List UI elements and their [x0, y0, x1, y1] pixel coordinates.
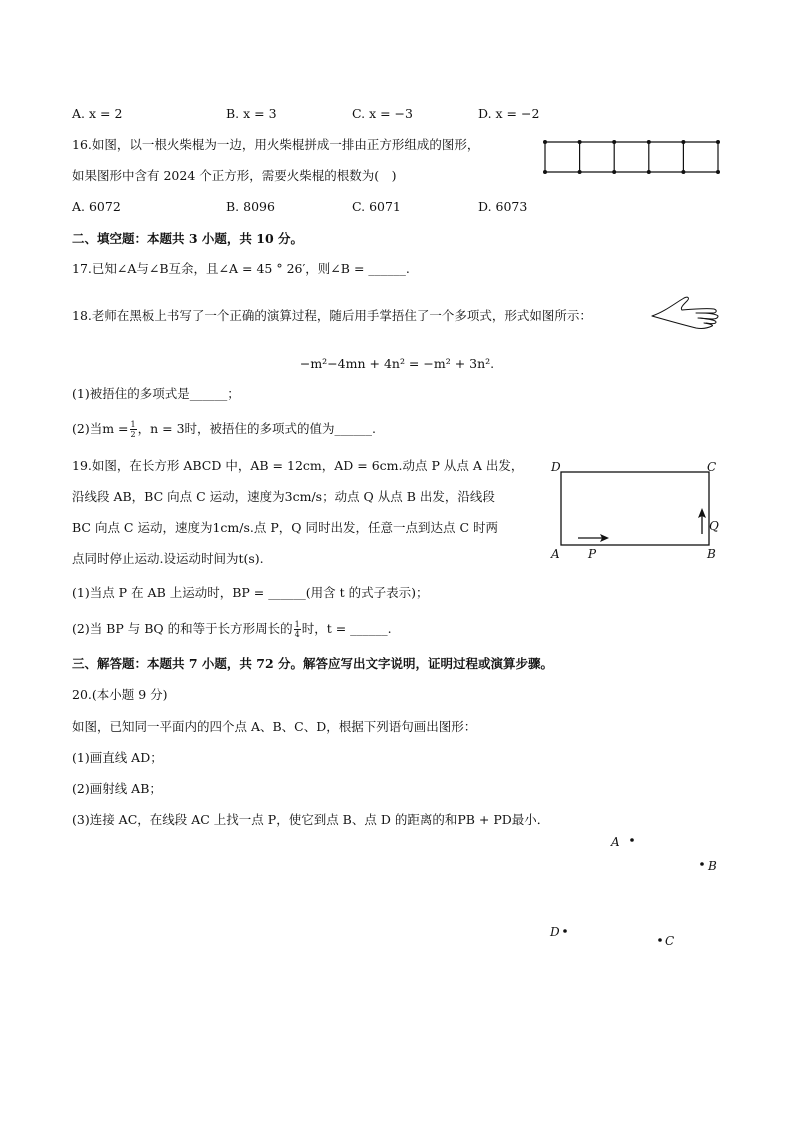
- q20-sub2: (2)画射线 AB；: [72, 781, 162, 796]
- q19-sub2-suffix: 时，t = ______.: [301, 621, 392, 636]
- q19-text-line3: BC 向点 C 运动，速度为1cm/s.点 P，Q 同时出发，任意一点到达点 C 时两: [72, 520, 498, 535]
- q20-points-figure: [540, 830, 730, 960]
- q18-text-line1: 18.老师在黑板上书写了一个正确的演算过程，随后用手掌捂住了一个多项式，形式如图所示：: [72, 308, 592, 323]
- matchstick-squares-figure: [544, 140, 724, 176]
- section-2-heading: 二、填空题：本题共 3 小题，共 10 分。: [72, 231, 304, 246]
- q15-option-d: D. x = −2: [478, 106, 540, 121]
- q15-option-a: A. x = 2: [72, 106, 123, 121]
- q19-fraction-numerator: 1: [294, 620, 300, 629]
- q20-sub1: (1)画直线 AD；: [72, 750, 163, 765]
- q18-sub1: (1)被捂住的多项式是______；: [72, 386, 240, 401]
- q19-sub1: (1)当点 P 在 AB 上运动时，BP = ______(用含 t 的式子表示)；: [72, 585, 429, 600]
- q18-equation: [0, 356, 794, 371]
- rectangle-abcd-figure: [540, 458, 730, 568]
- q20-label-a: A: [611, 835, 620, 849]
- q18-sub2-prefix: (2)当m =: [72, 421, 129, 436]
- q19-sub2-prefix: (2)当 BP 与 BQ 的和等于长方形周长的: [72, 621, 293, 636]
- q20-label-c: C: [665, 934, 675, 948]
- q19-fraction-denominator: 4: [294, 630, 300, 639]
- q19-label-d: D: [551, 460, 561, 474]
- q18-equation-text: −m²−4mn + 4n² = −m² + 3n².: [299, 356, 495, 371]
- q19-label-b: B: [707, 547, 716, 561]
- q16-option-c: C. 6071: [352, 199, 401, 214]
- q19-label-a: A: [551, 547, 560, 561]
- q16-option-b: B. 8096: [226, 199, 275, 214]
- q18-sub2-suffix: ，n = 3时，被捂住的多项式的值为______.: [137, 421, 377, 436]
- q19-text-line1: 19.如图，在长方形 ABCD 中，AB = 12cm，AD = 6cm.动点 P 从点 A 出发，: [72, 458, 524, 473]
- q20-label-b: B: [708, 859, 717, 873]
- q19-label-q: Q: [709, 519, 719, 533]
- hand-icon: [650, 294, 722, 334]
- q20-title: 20.(本小题 9 分): [72, 687, 168, 702]
- q18-sub2: [72, 420, 376, 439]
- q20-label-d: D: [550, 925, 560, 939]
- q16-text-line1: 16.如图，以一根火柴棍为一边，用火柴棍拼成一排由正方形组成的图形，: [72, 137, 480, 152]
- q18-fraction-numerator: 1: [130, 420, 136, 429]
- q19-label-p: P: [588, 547, 597, 561]
- q17-text: 17.已知∠A与∠B互余，且∠A = 45 ° 26′，则∠B = ______.: [72, 261, 410, 276]
- q15-option-c: C. x = −3: [352, 106, 413, 121]
- q20-sub3: (3)连接 AC，在线段 AC 上找一点 P，使它到点 B、点 D 的距离的和PB + PD最小．: [72, 812, 550, 827]
- section-3-heading: 三、解答题：本题共 7 小题，共 72 分。解答应写出文字说明，证明过程或演算步骤。: [72, 656, 554, 671]
- q19-text-line4: 点同时停止运动.设运动时间为t(s).: [72, 551, 264, 566]
- q18-fraction-denominator: 2: [130, 430, 136, 439]
- q19-sub2: [72, 620, 392, 639]
- q16-text-line2: 如果图形中含有 2024 个正方形，需要火柴棍的根数为( ): [72, 168, 397, 183]
- q19-text-line2: 沿线段 AB，BC 向点 C 运动，速度为3cm/s；动点 Q 从点 B 出发，沿线段: [72, 489, 495, 504]
- q15-option-b: B. x = 3: [226, 106, 277, 121]
- q16-option-d: D. 6073: [478, 199, 528, 214]
- q18-fraction: [130, 420, 137, 439]
- q20-intro: 如图，已知同一平面内的四个点 A、B、C、D，根据下列语句画出图形：: [72, 719, 477, 734]
- q19-fraction: [294, 620, 301, 639]
- q16-option-a: A. 6072: [72, 199, 121, 214]
- q19-label-c: C: [707, 460, 717, 474]
